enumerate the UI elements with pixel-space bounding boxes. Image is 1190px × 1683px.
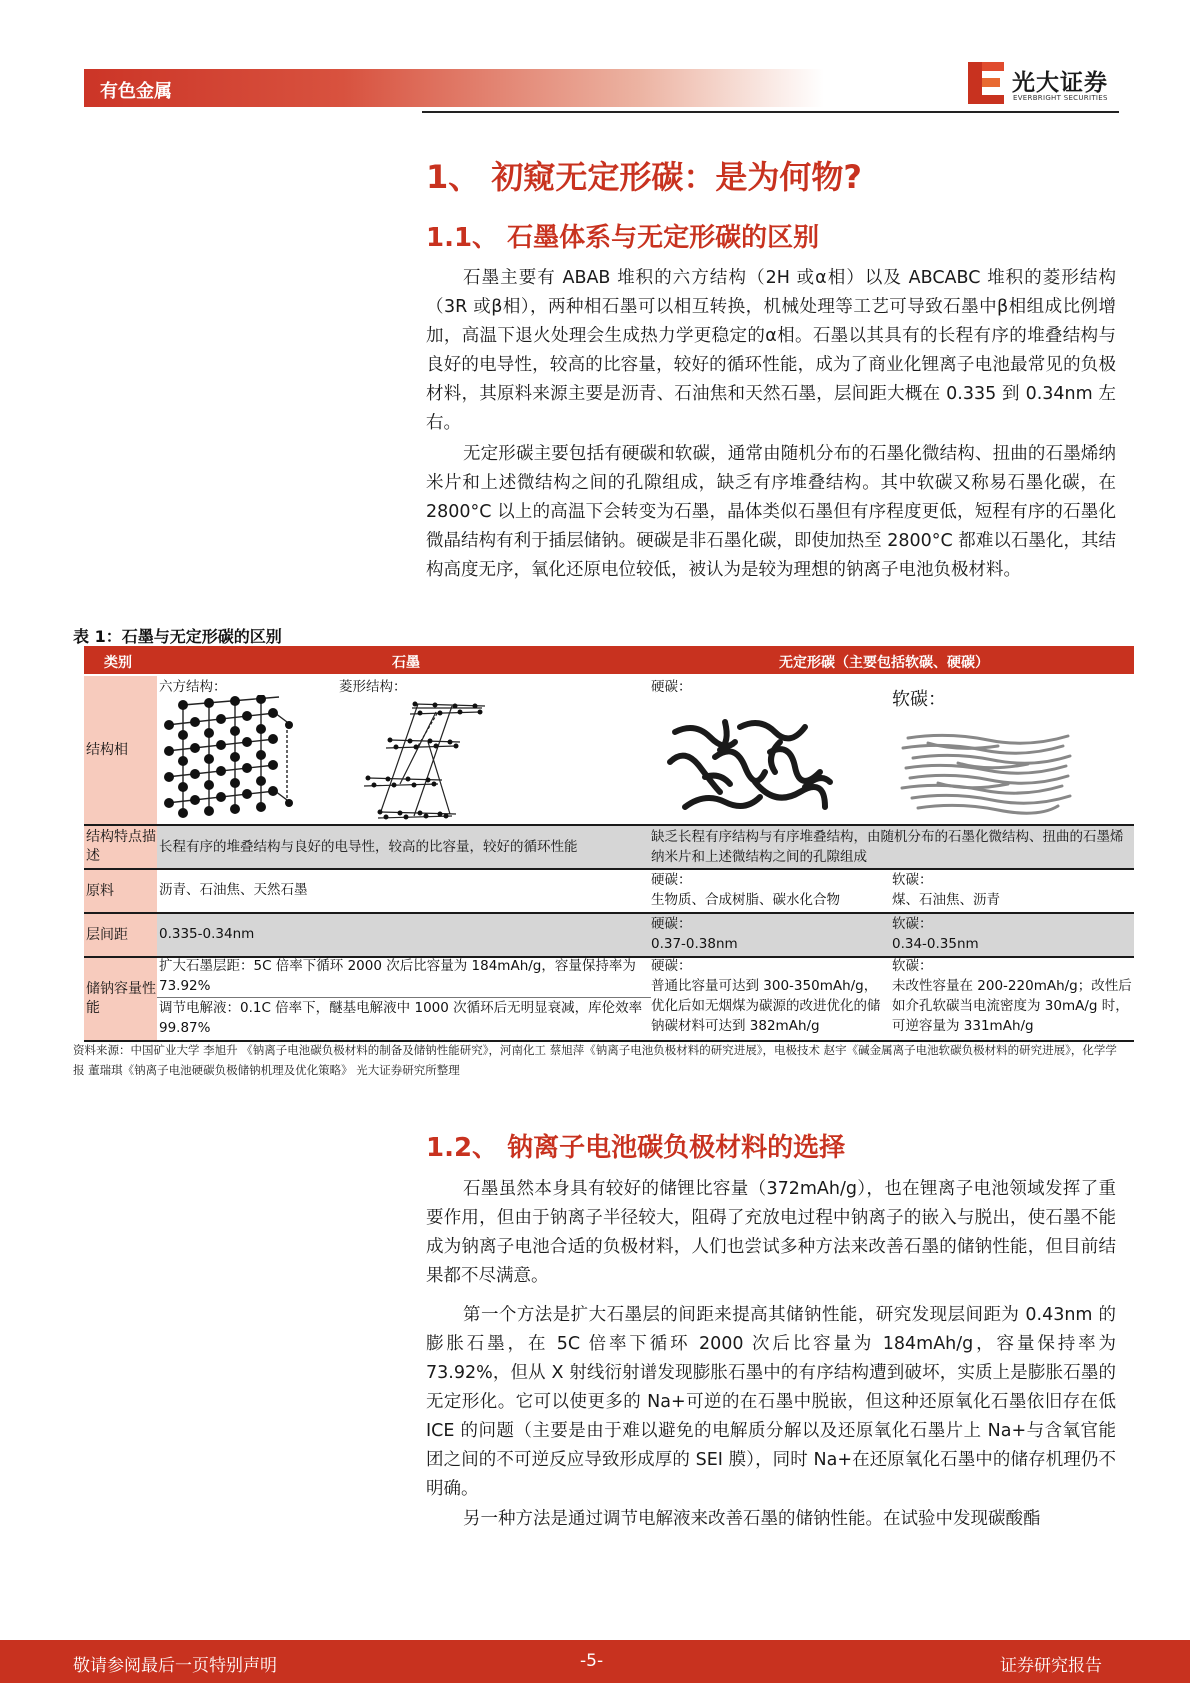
row-label-description: 结构特点描述 — [84, 826, 157, 868]
chapter-title: 1、 初窥无定形碳：是为何物? — [426, 158, 862, 196]
graphite-storage-expanded: 扩大石墨层距：5C 倍率下循环 2000 次后比容量为 184mAh/g，容量保持率为 73.92% — [159, 958, 636, 994]
soft-carbon-raw-label: 软碳： — [892, 872, 933, 888]
section-label: 有色金属 — [100, 81, 172, 102]
row-label-structure: 结构相 — [84, 676, 157, 824]
table-header-amorphous: 无定形碳（主要包括软碳、硬碳） — [779, 655, 989, 671]
graphite-storage-electrolyte: 调节电解液：0.1C 倍率下，醚基电解液中 1000 次循环后无明显衰减，库伦效率 99.87% — [159, 1000, 643, 1036]
row-band — [157, 914, 1134, 956]
hard-carbon-raw-material: 生物质、合成树脂、碳水化合物 — [651, 892, 840, 908]
paragraph: 无定形碳主要包括有硬碳和软碳，通常由随机分布的石墨化微结构、扭曲的石墨烯纳米片和上述微结构之间的孔隙组成，缺乏有序堆叠结构。其中软碳又称易石墨化碳，在 2800°C 以上的高温下会转变为石墨，晶体类似石墨但有序程度更低，短程有序的石墨化微晶结构有利于插层储钠。硬碳是非石墨化碳，即使加热至 2800°C 都难以石墨化，其结构高度无序，氧化还原电位较低，被认为是较为理想的钠离子电池负极材料。 — [426, 444, 1116, 580]
footer-report-type: 证券研究报告 — [1000, 1656, 1102, 1676]
graphite-raw-material: 沥青、石油焦、天然石墨 — [159, 882, 308, 898]
soft-carbon-label: 软碳： — [892, 689, 946, 710]
hard-carbon-raw-label: 硬碳： — [651, 872, 692, 888]
graphite-spacing: 0.335-0.34nm — [159, 926, 255, 942]
hard-carbon-storage: 普通比容量可达到 300-350mAh/g，优化后如无烟煤为碳源的改进优化的储钠碳材料可达到 382mAh/g — [651, 978, 881, 1034]
hexagonal-graphite-diagram — [163, 695, 295, 820]
soft-carbon-storage: 未改性容量在 200-220mAh/g；改性后如介孔软碳当电流密度为 30mA/g 时，可逆容量为 331mAh/g — [892, 978, 1132, 1034]
page-number: -5- — [580, 1651, 604, 1671]
hard-carbon-spacing-label: 硬碳： — [651, 916, 692, 932]
rhombohedral-graphite-diagram — [360, 696, 490, 821]
header-rule — [422, 111, 1119, 113]
row-label-raw-material: 原料 — [84, 870, 157, 912]
row-label-storage: 储钠容量性能 — [84, 958, 157, 1040]
table-header-graphite: 石墨 — [392, 655, 420, 671]
rhombohedral-structure-label: 菱形结构： — [339, 679, 407, 695]
paragraph: 第一个方法是扩大石墨层的间距来提高其储钠性能，研究发现层间距为 0.43nm 的膨胀石墨，在 5C 倍率下循环 2000 次后比容量为 184mAh/g，容量保持率为 73.92%，但从 X 射线衍射谱发现膨胀石墨中的有序结构遭到破坏，实质上是膨胀石墨的无定形化。它可以使更多的 Na+可逆的在石墨中脱嵌，但这种还原氧化石墨依旧存在低 ICE 的问题（主要是由于难以避免的电解质分解以及还原氧化石墨片上 Na+与含氧官能团之间的不可逆反应导致形成厚的 SEI 膜），同时 Na+在还原氧化石墨中的储存机理仍不明确。 — [426, 1305, 1116, 1499]
paragraph: 石墨虽然本身具有较好的储锂比容量（372mAh/g），也在锂离子电池领域发挥了重要作用，但由于钠离子半径较大，阻碍了充放电过程中钠离子的嵌入与脱出，使石墨不能成为钠离子电池合适的负极材料，人们也尝试多种方法来改善石墨的储钠性能，但目前结果都不尽满意。 — [426, 1179, 1116, 1286]
paragraph: 另一种方法是通过调节电解液来改善石墨的储钠性能。在试验中发现碳酸酯 — [463, 1509, 1041, 1529]
paragraph: 石墨主要有 ABAB 堆积的六方结构（2H 或α相）以及 ABCABC 堆积的菱形结构（3R 或β相），两种相石墨可以相互转换，机械处理等工艺可导致石墨中β相组成比例增加，高温下退火处理会生成热力学更稳定的α相。石墨以其具有的长程有序的堆叠结构与良好的电导性，较高的比容量，较好的循环性能，成为了商业化锂离子电池最常见的负极材料，其原料来源主要是沥青、石油焦和天然石墨，层间距大概在 0.335 到 0.34nm 左右。 — [426, 268, 1116, 433]
hard-carbon-diagram — [665, 712, 835, 817]
table-title: 表 1：石墨与无定形碳的区别 — [73, 627, 282, 646]
brand-subtitle: EVERBRIGHT SECURITIES — [1013, 94, 1108, 102]
table-source-note: 资料来源：中国矿业大学 李旭升 《钠离子电池碳负极材料的制备及储钠性能研究》，河南化工 蔡旭萍《钠离子电池负极材料的研究进展》，电极技术 赵宇《碱金属离子电池软碳负极材料的研究进展》，化学学报 董瑞琪《钠离子电池硬碳负极储钠机理及优化策略》 光大证券研究所整理 — [73, 1043, 1117, 1077]
section-title-1-2: 1.2、 钠离子电池碳负极材料的选择 — [426, 1133, 846, 1163]
hard-carbon-label: 硬碳： — [651, 679, 692, 695]
soft-carbon-raw-material: 煤、石油焦、沥青 — [892, 892, 1000, 908]
amorphous-description: 缺乏长程有序结构与有序堆叠结构，由随机分布的石墨化微结构、扭曲的石墨烯纳米片和上述微结构之间的孔隙组成 — [651, 829, 1124, 865]
row-label-spacing: 层间距 — [84, 914, 157, 956]
hex-structure-label: 六方结构： — [159, 679, 227, 695]
soft-carbon-diagram — [898, 728, 1073, 816]
soft-carbon-storage-label: 软碳： — [892, 958, 933, 974]
soft-carbon-spacing: 0.34-0.35nm — [892, 936, 979, 952]
footer-disclaimer: 敬请参阅最后一页特别声明 — [73, 1656, 277, 1676]
header-banner — [84, 69, 824, 107]
row-divider — [84, 868, 1134, 870]
brand-name: 光大证券 — [1012, 70, 1108, 96]
section-title-1-1: 1.1、 石墨体系与无定形碳的区别 — [426, 223, 820, 253]
hard-carbon-storage-label: 硬碳： — [651, 958, 692, 974]
hard-carbon-spacing: 0.37-0.38nm — [651, 936, 738, 952]
table-header-category: 类别 — [104, 655, 132, 671]
soft-carbon-spacing-label: 软碳： — [892, 916, 933, 932]
graphite-description: 长程有序的堆叠结构与良好的电导性，较高的比容量，较好的循环性能 — [159, 839, 578, 855]
